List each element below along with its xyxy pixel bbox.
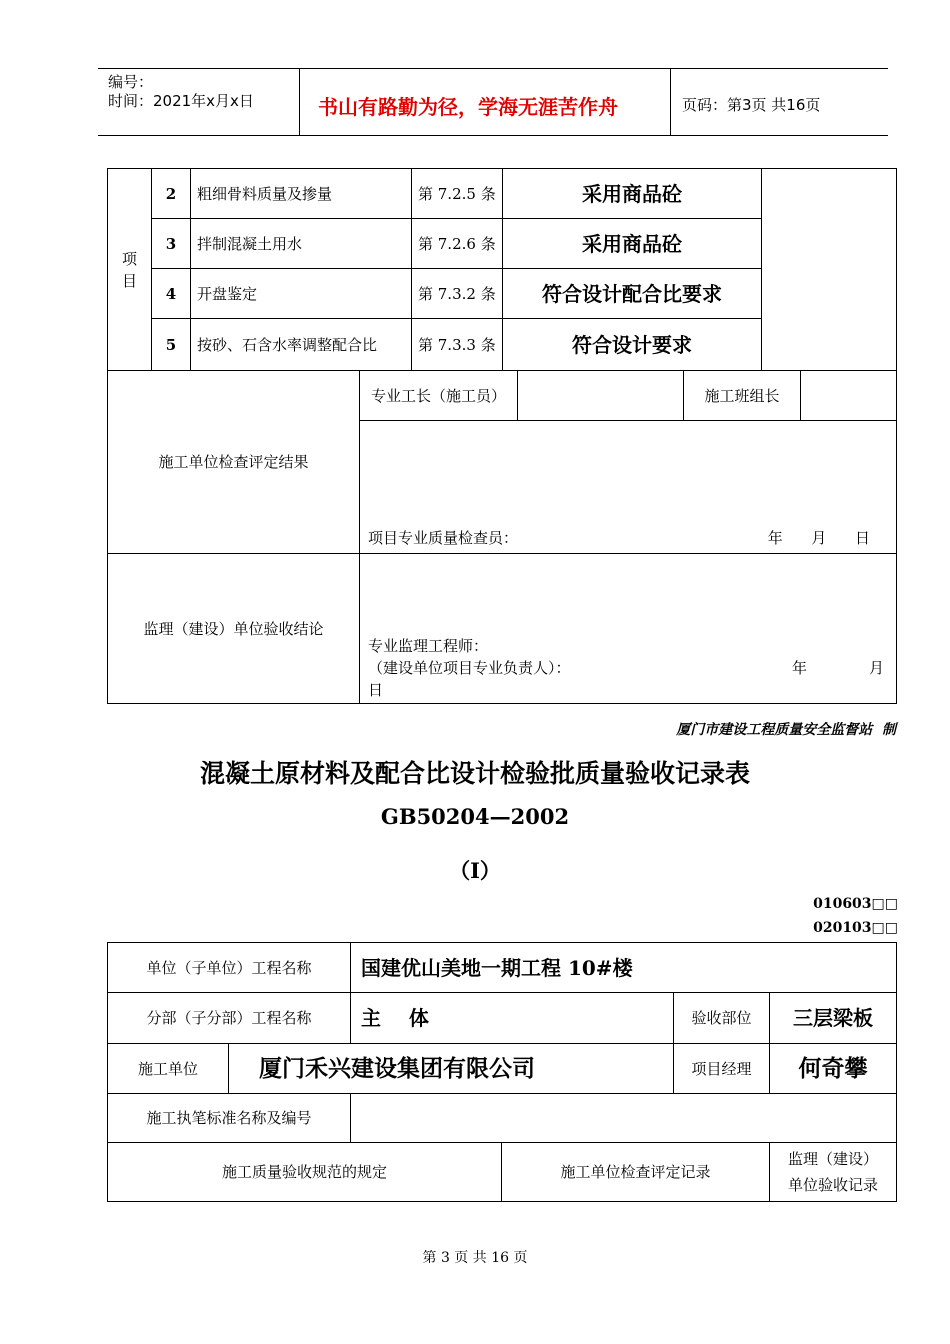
- foreman-value: [518, 371, 684, 421]
- acceptance-part-value: 三层梁板: [770, 993, 897, 1044]
- header-motto: 书山有路勤为径，学海无涯苦作舟: [318, 95, 618, 119]
- team-leader-value: [801, 371, 897, 421]
- project-name-value: 国建优山美地一期工程 10#楼: [351, 943, 897, 993]
- supervisor-line2: （建设单位项目专业负责人）：: [368, 659, 571, 677]
- item-description: 拌制混凝土用水: [191, 219, 412, 269]
- item-number: 3: [152, 219, 191, 269]
- page-footer: 第 3 页 共 16 页: [422, 1250, 528, 1266]
- item-number: 2: [152, 169, 191, 219]
- item-description: 按砂、石含水率调整配合比: [191, 319, 412, 371]
- doc-title: 混凝土原材料及配合比设计检验批质量验收记录表: [199, 759, 750, 788]
- subdivision-value: 主 体: [351, 993, 674, 1044]
- header-time-label: 时间：2021年x月x日: [108, 92, 254, 110]
- team-leader-label: 施工班组长: [684, 371, 801, 421]
- header-number-label: 编号：: [108, 73, 154, 91]
- item-clause: 第 7.2.6 条: [412, 219, 503, 269]
- item-clause: 第 7.3.2 条: [412, 269, 503, 319]
- item-result: 采用商品砼: [503, 219, 762, 269]
- item-description: 粗细骨料质量及掺量: [191, 169, 412, 219]
- subdivision-label: 分部（子分部）工程名称: [108, 993, 351, 1044]
- supervisor-date: 年 月: [792, 659, 884, 677]
- supervisor-date-day: 日: [368, 681, 384, 699]
- contractor-value: 厦门禾兴建设集团有限公司: [229, 1044, 674, 1094]
- code-2: 020103□□: [813, 920, 898, 936]
- header-top-rule: [98, 68, 888, 69]
- supervisor-line1: 专业监理工程师：: [368, 637, 489, 655]
- construction-record-header: 施工单位检查评定记录: [502, 1143, 770, 1202]
- signoff-table: [107, 370, 897, 704]
- supervision-label: 监理（建设）单位验收结论: [108, 554, 360, 704]
- items-supervision-blank: [762, 169, 897, 371]
- maker-label: 厦门市建设工程质量安全监督站 制: [676, 722, 896, 738]
- info-table: [107, 942, 897, 1202]
- item-description: 开盘鉴定: [191, 269, 412, 319]
- standard-name-value: [351, 1094, 897, 1143]
- item-result: 采用商品砼: [503, 169, 762, 219]
- spec-header: 施工质量验收规范的规定: [108, 1143, 502, 1202]
- item-number: 4: [152, 269, 191, 319]
- contractor-label: 施工单位: [108, 1044, 229, 1094]
- header-divider-2: [670, 68, 671, 136]
- standard-name-label: 施工执笔标准名称及编号: [108, 1094, 351, 1143]
- item-clause: 第 7.2.5 条: [412, 169, 503, 219]
- header-bottom-rule: [98, 135, 888, 136]
- items-table: [107, 168, 897, 371]
- project-name-label: 单位（子单位）工程名称: [108, 943, 351, 993]
- construction-result-label: 施工单位检查评定结果: [108, 371, 360, 554]
- items-group-label: 项 目: [108, 169, 152, 371]
- standard-code: GB50204—2002: [380, 804, 570, 829]
- supervision-area: [360, 554, 897, 704]
- manager-label: 项目经理: [674, 1044, 770, 1094]
- item-result: 符合设计配合比要求: [503, 269, 762, 319]
- item-clause: 第 7.3.3 条: [412, 319, 503, 371]
- part-label: （I）: [449, 858, 501, 883]
- item-number: 5: [152, 319, 191, 371]
- item-result: 符合设计要求: [503, 319, 762, 371]
- code-1: 010603□□: [813, 896, 898, 912]
- inspection-date: 年 月 日: [767, 529, 870, 547]
- acceptance-part-label: 验收部位: [674, 993, 770, 1044]
- inspector-label: 项目专业质量检查员：: [368, 529, 519, 547]
- header-divider-1: [299, 68, 300, 136]
- foreman-label: 专业工长（施工员）: [360, 371, 518, 421]
- supervision-record-header: 监理（建设） 单位验收记录: [770, 1143, 897, 1202]
- manager-value: 何奇攀: [770, 1044, 897, 1094]
- header-page-info: 页码：第3页 共16页: [682, 96, 821, 114]
- construction-result-area: [360, 421, 897, 554]
